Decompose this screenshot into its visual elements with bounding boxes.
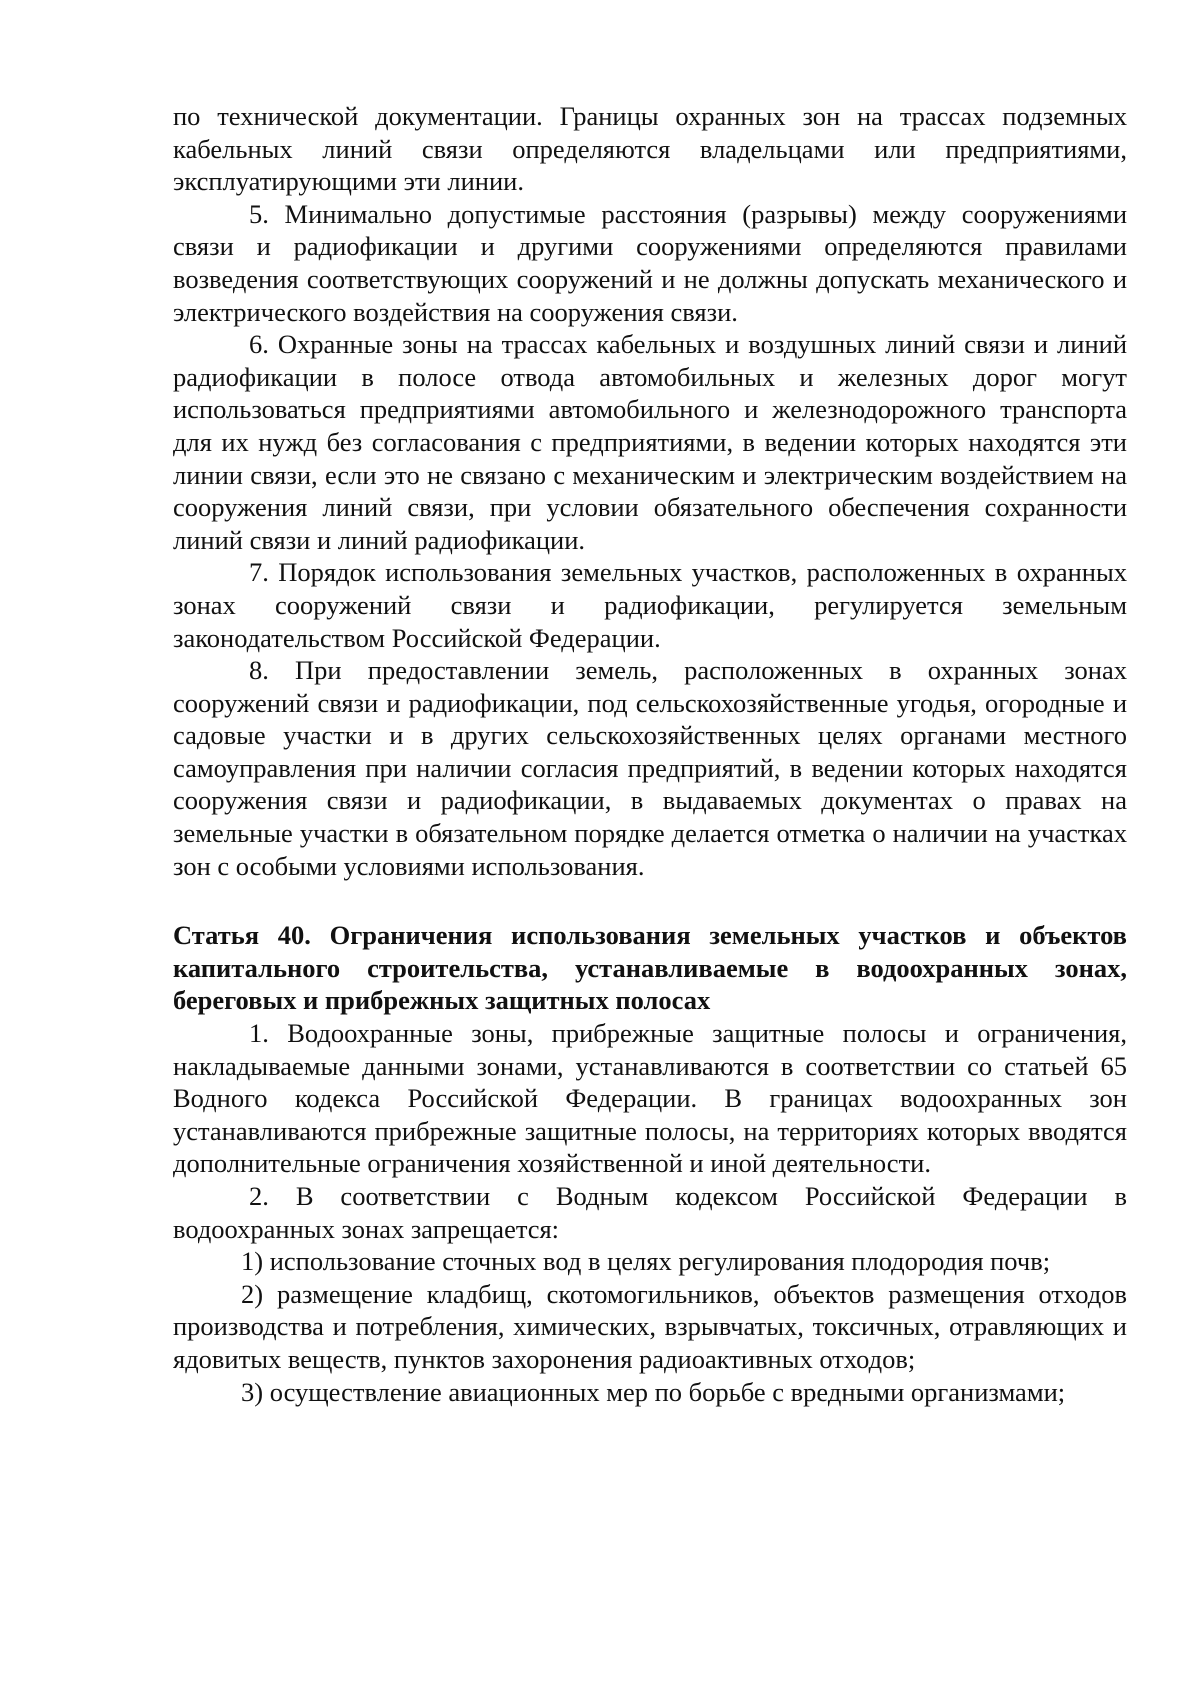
paragraph-item-8: 8. При предоставлении земель, расположенных в охранных зонах сооружений связи и радиофикации, под сельскохозяйственные угодья, огородные и садовые участки и в других сельскохозяйственных целях органами местного самоуправления при наличии согласия предприятий, в ведении которых находятся сооружения связи и радиофикации, в выдаваемых документах о правах на земельные участки в обязательном порядке делается отметка о наличии на участках зон с особыми условиями использования. xyxy=(173,655,1127,881)
document-page xyxy=(173,100,1127,1408)
paragraph-item-6: 6. Охранные зоны на трассах кабельных и воздушных линий связи и линий радиофикации в полосе отвода автомобильных и железных дорог могут использоваться предприятиями автомобильного и железнодорожного транспорта для их нужд без согласования с предприятиями, в ведении которых находятся эти линии связи, если это не связано с механическим и электрическим воздействием на сооружения линий связи, при условии обязательного обеспечения сохранности линий связи и линий радиофикации. xyxy=(173,329,1127,555)
article-paragraph-1: 1. Водоохранные зоны, прибрежные защитные полосы и ограничения, накладываемые данными зонами, устанавливаются в соответствии со статьей 65 Водного кодекса Российской Федерации. В границах водоохранных зон устанавливаются прибрежные защитные полосы, на территориях которых вводятся дополнительные ограничения хозяйственной и иной деятельности. xyxy=(173,1018,1127,1179)
list-item-1: 1) использование сточных вод в целях регулирования плодородия почв; xyxy=(241,1246,1051,1277)
list-item-2: 2) размещение кладбищ, скотомогильников, объектов размещения отходов производства и потребления, химических, взрывчатых, токсичных, отравляющих и ядовитых веществ, пунктов захоронения радиоактивных отходов; xyxy=(173,1278,1127,1374)
article-paragraph-2: 2. В соответствии с Водным кодексом Российской Федерации в водоохранных зонах запрещается: xyxy=(173,1181,1127,1244)
paragraph-continuation: по технической документации. Границы охранных зон на трассах подземных кабельных линий связи определяются владельцами или предприятиями, эксплуатирующими эти линии. xyxy=(173,101,1127,197)
list-item-3: 3) осуществление авиационных мер по борьбе с вредными организмами; xyxy=(241,1376,1066,1407)
article-heading: Статья 40. Ограничения использования земельных участков и объектов капитального строительства, устанавливаемые в водоохранных зонах, береговых и прибрежных защитных полосах xyxy=(173,920,1127,1016)
paragraph-item-5: 5. Минимально допустимые расстояния (разрывы) между сооружениями связи и радиофикации и другими сооружениями определяются правилами возведения соответствующих сооружений и не должны допускать механического и электрического воздействия на сооружения связи. xyxy=(173,198,1127,327)
paragraph-item-7: 7. Порядок использования земельных участков, расположенных в охранных зонах сооружений связи и радиофикации, регулируется земельным законодательством Российской Федерации. xyxy=(173,557,1127,653)
